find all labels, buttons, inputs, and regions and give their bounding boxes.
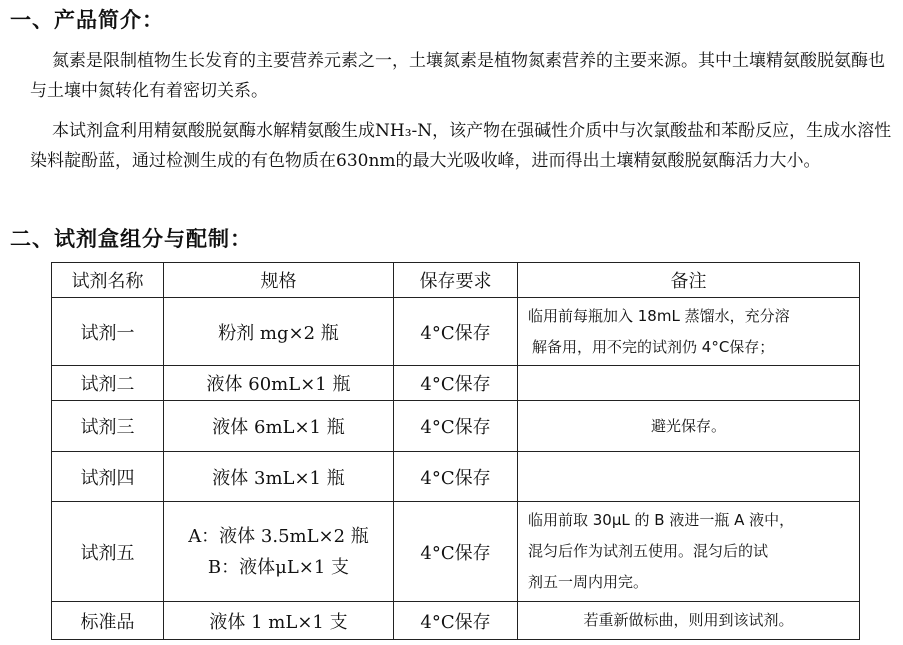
reagent-note [518,366,860,401]
reagent-note: 若重新做标曲，则用到该试剂。 [518,602,860,640]
section-2-heading: 二、试剂盒组分与配制： [10,227,252,251]
intro-paragraph-1: 氮素是限制植物生长发育的主要营养元素之一，土壤氮素是植物氮素营养的主要来源。其中土壤精氨酸脱氨酶也与土壤中氮转化有着密切关系。 [30,51,885,101]
reagent-storage: 4°C保存 [394,401,518,452]
table-row [52,452,860,502]
reagent-storage: 4°C保存 [394,602,518,640]
reagent-name: 试剂一 [52,298,164,366]
reagent-name: 试剂三 [52,401,164,452]
table-row [52,366,860,401]
reagent-spec: A：液体 3.5mL×2 瓶 B：液体μL×1 支 [164,502,394,602]
reagent-storage: 4°C保存 [394,366,518,401]
col-header-storage: 保存要求 [394,263,518,298]
reagent-storage: 4°C保存 [394,298,518,366]
reagent-name: 标准品 [52,602,164,640]
reagent-storage: 4°C保存 [394,452,518,502]
col-header-note: 备注 [518,263,860,298]
intro-paragraph-2: 本试剂盒利用精氨酸脱氨酶水解精氨酸生成NH₃-N，该产物在强碱性介质中与次氯酸盐和苯酚反应，生成水溶性染料靛酚蓝，通过检测生成的有色物质在630nm的最大光吸收峰，进而得出土壤精氨酸脱氨酶活力大小。 [30,121,892,171]
table-row [52,602,860,640]
table-row [52,298,860,366]
reagent-name: 试剂四 [52,452,164,502]
reagent-spec: 液体 60mL×1 瓶 [164,366,394,401]
reagent-table [51,262,860,640]
table-header-row [52,263,860,298]
reagent-spec: 液体 1 mL×1 支 [164,602,394,640]
reagent-spec: 粉剂 mg×2 瓶 [164,298,394,366]
reagent-storage: 4°C保存 [394,502,518,602]
reagent-note: 避光保存。 [518,401,860,452]
reagent-name: 试剂五 [52,502,164,602]
section-1-heading: 一、产品简介： [10,8,164,32]
table-row [52,401,860,452]
reagent-note: 临用前每瓶加入 18mL 蒸馏水，充分溶 解备用，用不完的试剂仍 4°C保存； [518,298,860,366]
reagent-note [518,452,860,502]
reagent-spec: 液体 6mL×1 瓶 [164,401,394,452]
col-header-name: 试剂名称 [52,263,164,298]
reagent-note: 临用前取 30μL 的 B 液进一瓶 A 液中， 混匀后作为试剂五使用。混匀后的试 剂五一周内用完。 [518,502,860,602]
reagent-name: 试剂二 [52,366,164,401]
table-row [52,502,860,602]
reagent-spec: 液体 3mL×1 瓶 [164,452,394,502]
col-header-spec: 规格 [164,263,394,298]
